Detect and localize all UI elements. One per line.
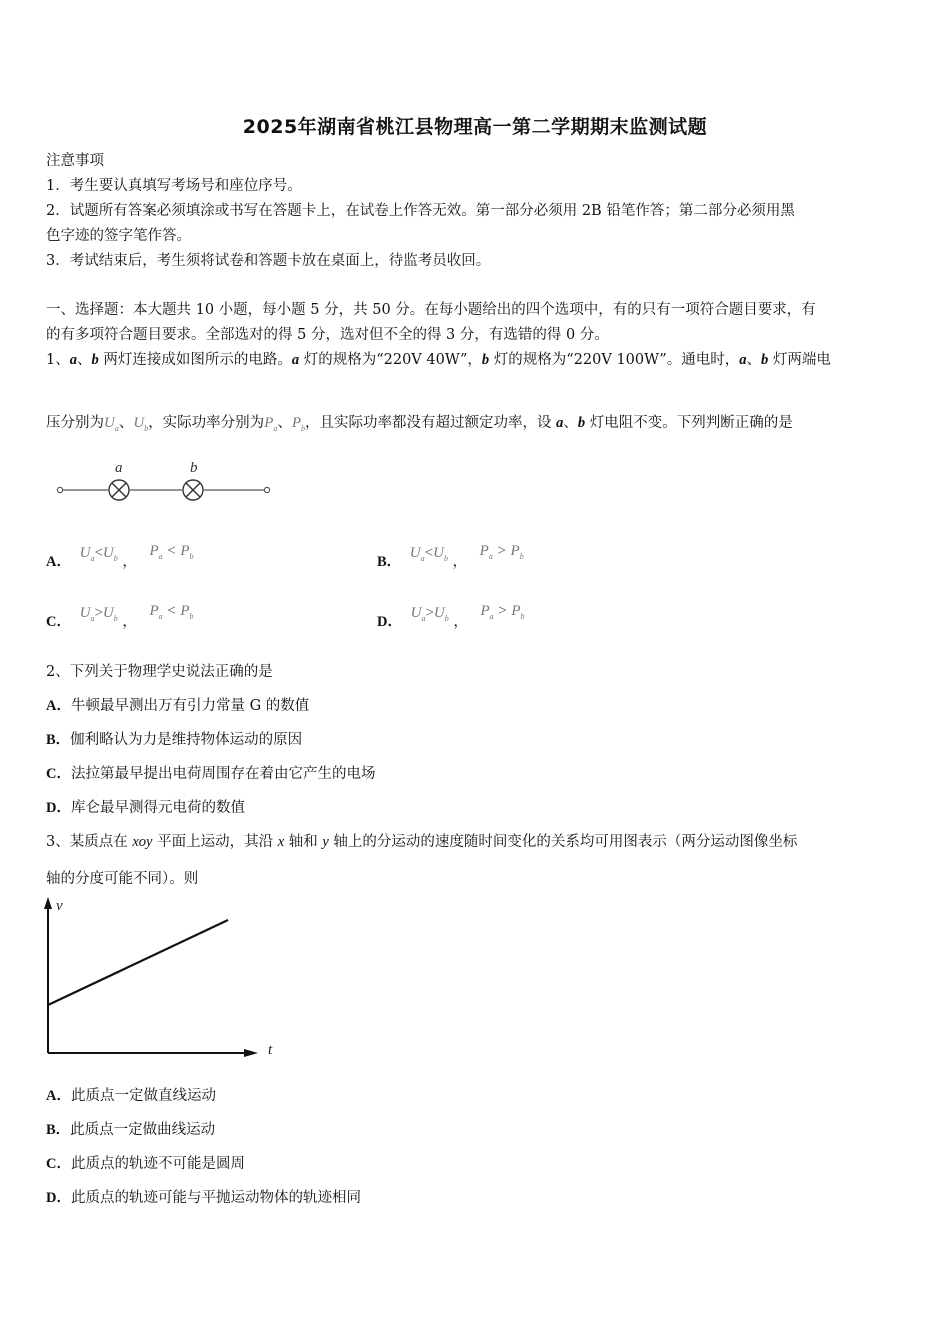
notice-heading: 注意事项 xyxy=(46,153,104,169)
t-axis-label: t xyxy=(268,1042,273,1058)
notice-item-1: 1．考生要认真填写考场号和座位序号。 xyxy=(46,178,302,194)
q2-option-d[interactable]: D．库仑最早测得元电荷的数值 xyxy=(46,800,245,816)
velocity-line xyxy=(48,920,228,1005)
q3-stem-line-2: 轴的分度可能不同）。则 xyxy=(46,871,199,887)
q3-option-a[interactable]: A．此质点一定做直线运动 xyxy=(46,1088,216,1104)
symbol-ub: $U_b$ xyxy=(133,415,149,433)
q2-option-c[interactable]: C．法拉第最早提出电荷周围存在着由它产生的电场 xyxy=(46,766,376,782)
symbol-pb: $P_b$ xyxy=(291,415,306,433)
q3-option-b[interactable]: B．此质点一定做曲线运动 xyxy=(46,1122,216,1138)
q3-option-d[interactable]: D．此质点的轨迹可能与平抛运动物体的轨迹相同 xyxy=(46,1190,361,1206)
q2-stem: 2、下列关于物理学史说法正确的是 xyxy=(46,664,273,680)
v-axis-label: v xyxy=(56,898,63,914)
t-axis-arrow-icon xyxy=(244,1049,258,1057)
notice-item-2-line-1: 2．试题所有答案必须填涂或书写在答题卡上，在试卷上作答无效。第一部分必须用 2B 铅笔作答；第二部分必须用黑 xyxy=(46,203,795,219)
q2-option-b[interactable]: B．伽利略认为力是维持物体运动的原因 xyxy=(46,732,303,748)
lamp-a-icon xyxy=(109,480,129,500)
q1-option-c[interactable]: C． $U_a>U_b$ ， $P_a < P_b$ xyxy=(46,603,194,630)
symbol-ua: $U_a$ xyxy=(104,415,119,433)
q1-option-b[interactable]: B． $U_a<U_b$ ， $P_a > P_b$ xyxy=(377,543,524,570)
section-intro-line-1: 一、选择题：本大题共 10 小题，每小题 5 分，共 50 分。在每小题给出的四个选项中，有的只有一项符合题目要求，有 xyxy=(46,302,816,318)
q2-option-a[interactable]: A．牛顿最早测出万有引力常量 G 的数值 xyxy=(46,698,310,714)
circuit-diagram xyxy=(54,455,279,510)
v-axis-arrow-icon xyxy=(44,897,52,909)
terminal-right xyxy=(264,487,269,492)
lamp-b-label: b xyxy=(190,460,198,476)
terminal-left xyxy=(57,487,62,492)
notice-item-3: 3．考试结束后，考生须将试卷和答题卡放在桌面上，待监考员收回。 xyxy=(46,253,491,269)
q1-option-d[interactable]: D． $U_a>U_b$ ， $P_a > P_b$ xyxy=(377,603,525,630)
q3-option-c[interactable]: C．此质点的轨迹不可能是圆周 xyxy=(46,1156,245,1172)
section-intro-line-2: 的有多项符合题目要求。全部选对的得 5 分，选对但不全的得 3 分，有选错的得 0 分。 xyxy=(46,327,609,343)
notice-item-2-line-2: 色字迹的签字笔作答。 xyxy=(46,228,191,244)
lamp-b-icon xyxy=(183,480,203,500)
page-title: 2025年湖南省桃江县物理高一第二学期期末监测试题 xyxy=(242,116,708,138)
velocity-time-graph xyxy=(38,895,288,1065)
q1-option-a[interactable]: A． $U_a<U_b$ ， $P_a < P_b$ xyxy=(46,543,194,570)
symbol-pa: $P_a$ xyxy=(264,415,278,433)
q1-stem-line-2: 压分别为$U_a$、$U_b$，实际功率分别为$P_a$、$P_b$，且实际功率都没有超过额定功率，设 a、b 灯电阻不变。下列判断正确的是 xyxy=(46,415,793,433)
lamp-a-label: a xyxy=(115,460,123,476)
q3-stem-line-1: 3、某质点在 xoy 平面上运动，其沿 x 轴和 y 轴上的分运动的速度随时间变化的关系均可用图表示（两分运动图像坐标 xyxy=(46,834,798,850)
q1-stem-line-1: 1、a、b 两灯连接成如图所示的电路。a 灯的规格为“220V 40W”，b 灯的规格为“220V 100W”。通电时，a、b 灯两端电 xyxy=(46,352,831,368)
